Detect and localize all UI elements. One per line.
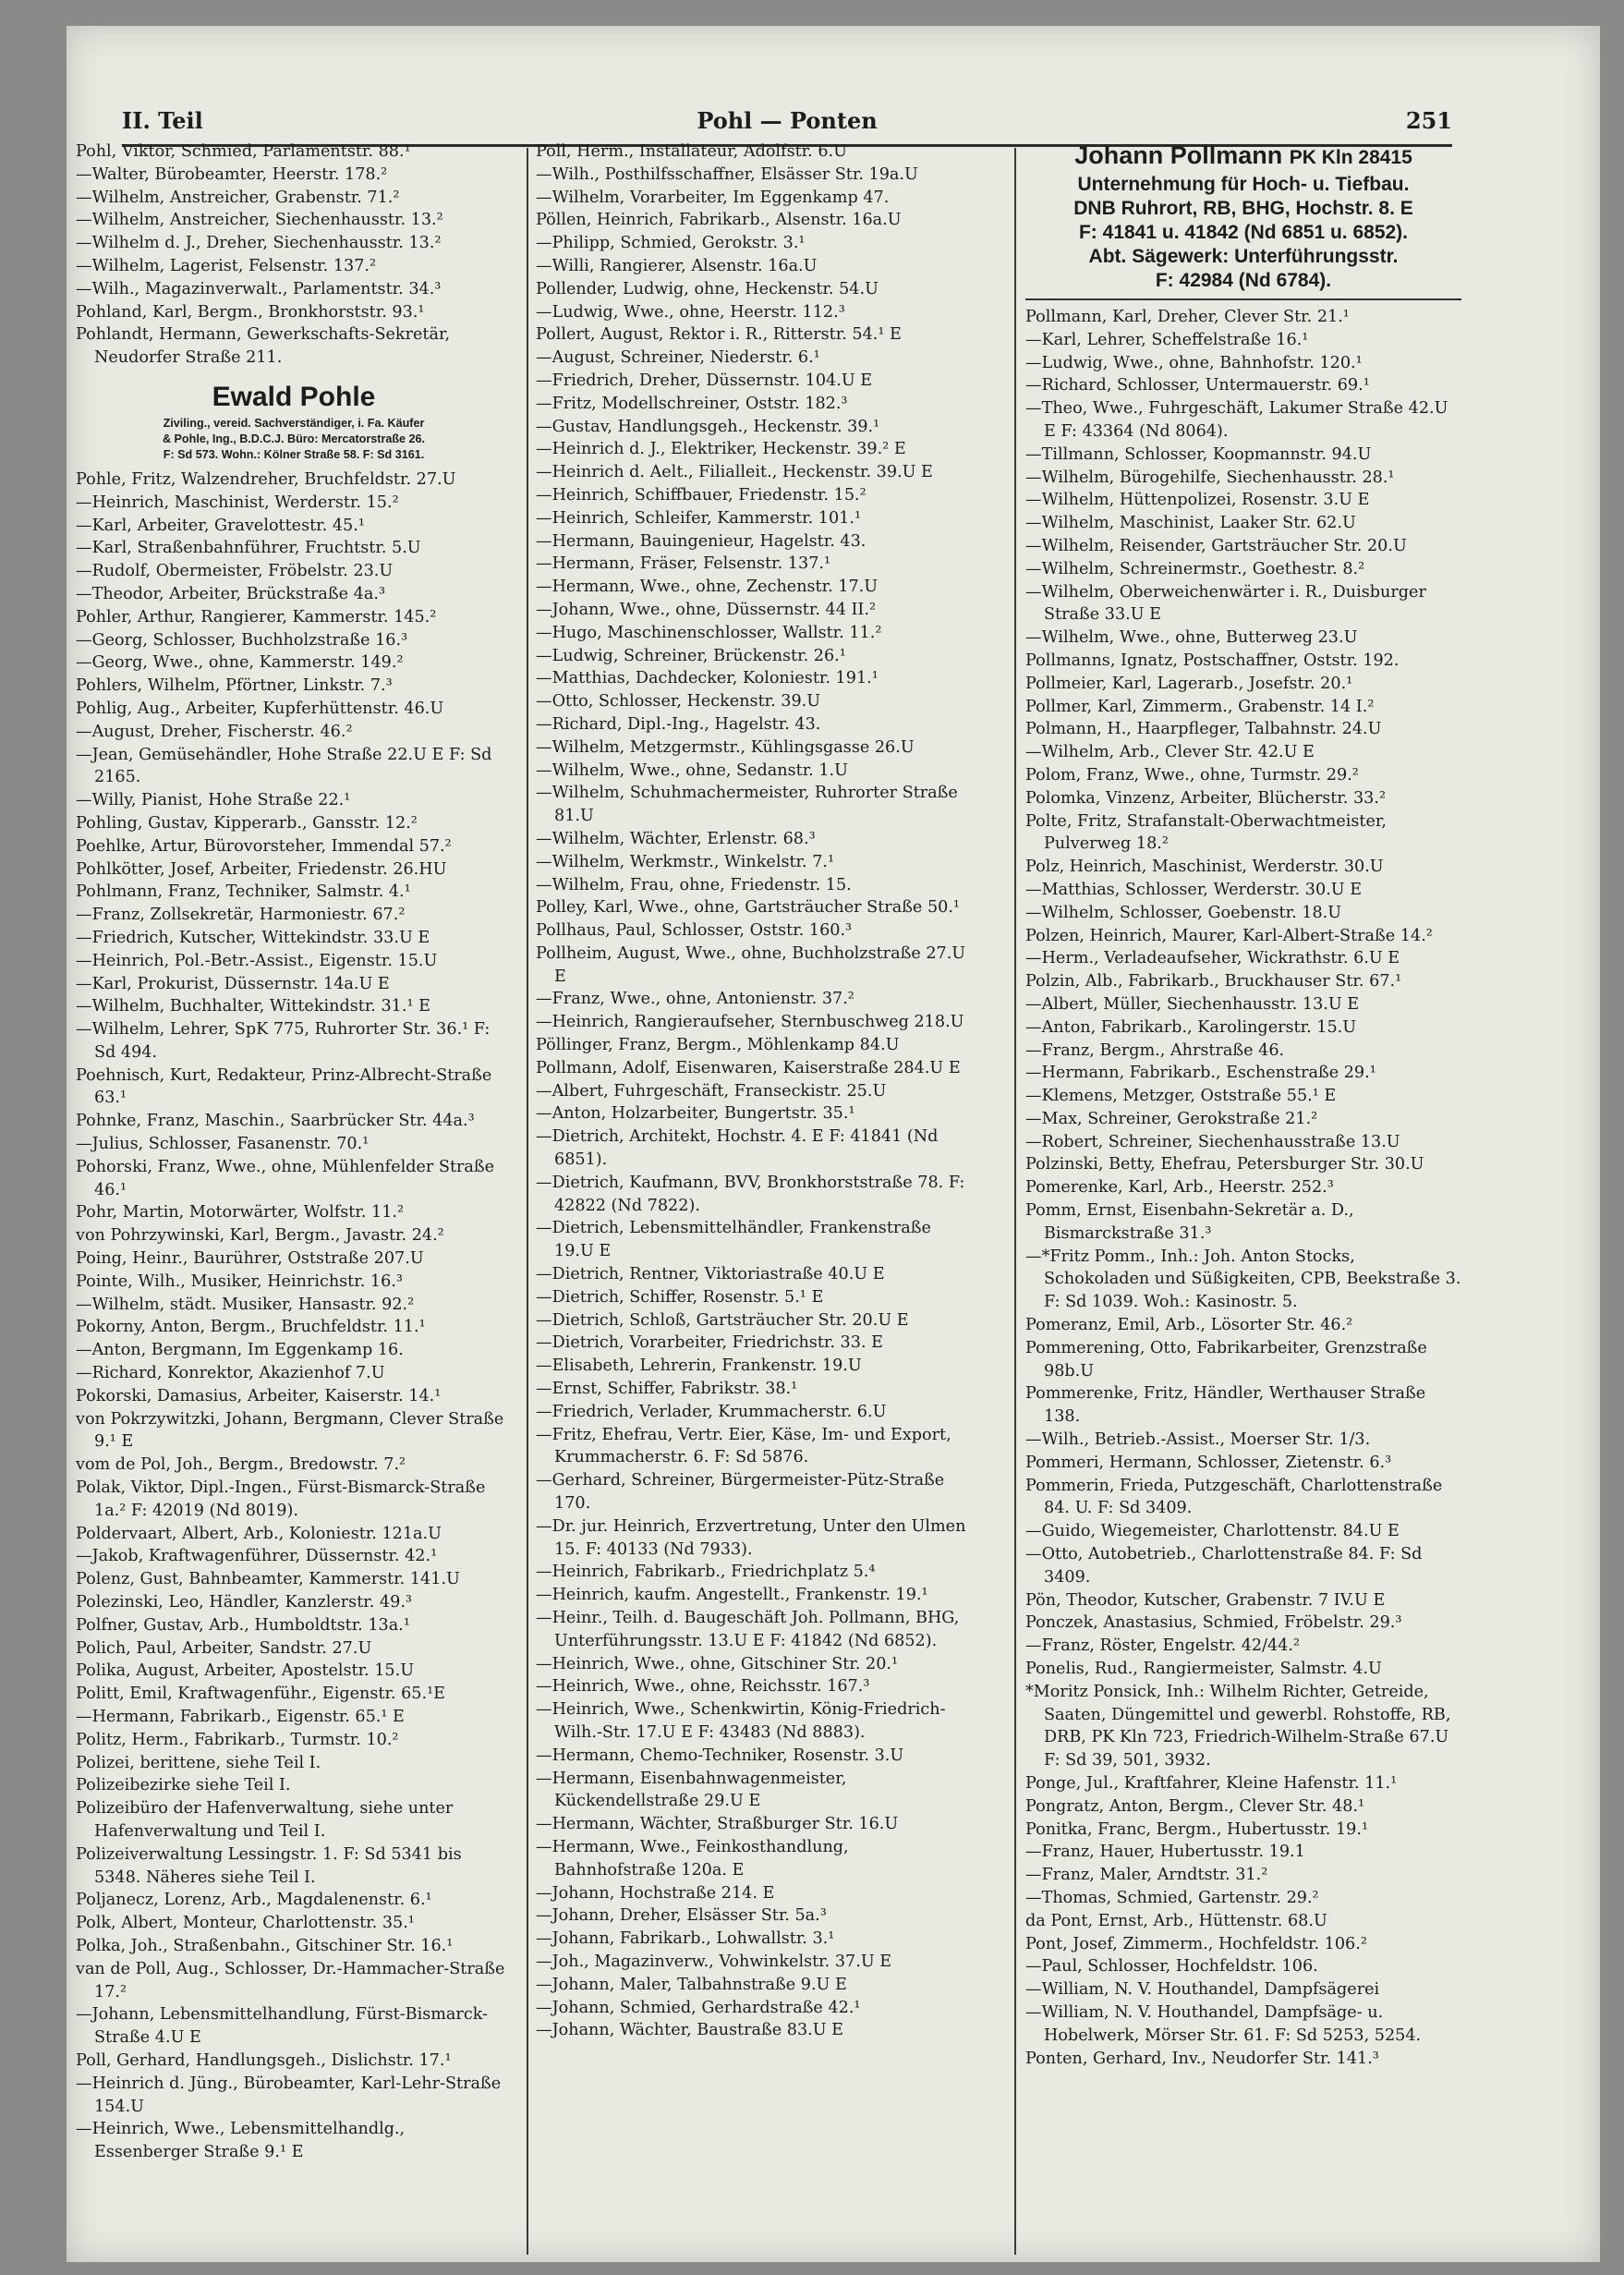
directory-entry: —Albert, Müller, Siechenhausstr. 13.U E [1025,994,1360,1014]
page-number: 251 [1405,107,1452,134]
directory-entry: Polizeibezirke siehe Teil I. [76,1776,291,1795]
ad-line: Unternehmung für Hoch- u. Tiefbau. [1077,174,1410,195]
directory-entry: —Wilh., Posthilfsschaffner, Elsässer Str. 19a.U [536,164,918,184]
directory-entry: —Johann, Fabrikarb., Lohwallstr. 3.¹ [536,1929,835,1949]
directory-entry: Pokorny, Anton, Bergm., Bruchfeldstr. 11.¹ [76,1318,426,1337]
directory-entry: —Heinrich, Rangieraufseher, Sternbuschweg 218.U [536,1013,964,1032]
directory-entry: Polley, Karl, Wwe., ohne, Gartsträucher Straße 50.¹ [536,898,960,918]
directory-entry: —Hermann, Eisenbahnwagenmeister, Kückendellstraße 29.U E [536,1769,847,1811]
directory-entry: Pokorski, Damasius, Arbeiter, Kaiserstr. 14.¹ [76,1386,442,1405]
directory-entry: —Wilhelm d. J., Dreher, Siechenhausstr. 13.² [76,234,442,253]
ad-line: Abt. Sägewerk: Unterführungsstr. [1088,246,1399,267]
directory-entry: Pomeranz, Emil, Arb., Lösorter Str. 46.² [1025,1316,1353,1335]
directory-entry: —Wilhelm, Metzgermstr., Kühlingsgasse 26.U [536,737,915,757]
directory-entry: —Wilhelm, Schuhmachermeister, Ruhrorter Straße 81.U [536,784,958,826]
directory-entry: Pollmeier, Karl, Lagerarb., Josefstr. 20.¹ [1025,674,1353,693]
directory-entry: —Willi, Rangierer, Alsenstr. 16a.U [536,256,818,275]
directory-entry: —Hermann, Bauingenieur, Hagelstr. 43. [536,531,867,551]
directory-entry: Pohland, Karl, Bergm., Bronkhorststr. 93.¹ [76,302,425,322]
directory-entry: —Hugo, Maschinenschlosser, Wallstr. 11.² [536,623,882,642]
directory-entry: Pollender, Ludwig, ohne, Heckenstr. 54.U [536,279,879,298]
directory-entry: Pohling, Gustav, Kipperarb., Gansstr. 12.² [76,813,418,833]
directory-entry: van de Poll, Aug., Schlosser, Dr.-Hammacher-Straße 17.² [76,1959,505,2001]
directory-entry: Pohnke, Franz, Maschin., Saarbrücker Str. 44a.³ [76,1112,475,1131]
directory-entry: —Georg, Wwe., ohne, Kammerstr. 149.² [76,653,404,673]
directory-entry: —Wilhelm, Frau, ohne, Friedenstr. 15. [536,875,852,894]
directory-entry: Pollert, August, Rektor i. R., Ritterstr. 54.¹ E [536,325,902,345]
column-divider [1014,148,1016,2255]
directory-entry: —Guido, Wiegemeister, Charlottenstr. 84.U E [1025,1522,1400,1541]
directory-entry: Polika, August, Arbeiter, Apostelstr. 15.U [76,1661,415,1681]
directory-entry: Polezinski, Leo, Händler, Kanzlerstr. 49.³ [76,1593,412,1612]
directory-entry: —Heinrich, Pol.-Betr.-Assist., Eigenstr. 15.U [76,951,438,970]
directory-column-1 [76,140,512,2164]
directory-entry: Pommerin, Frieda, Putzgeschäft, Charlottenstraße 84. U. F: Sd 3409. [1025,1476,1443,1518]
directory-entry: —Fritz, Modellschreiner, Oststr. 182.³ [536,394,848,413]
directory-entry: —Friedrich, Kutscher, Wittekindstr. 33.U E [76,928,430,947]
directory-entry: —Joh., Magazinverw., Vohwinkelstr. 37.U E [536,1952,892,1971]
directory-entry: Poll, Herm., Installateur, Adolfstr. 6.U [536,142,847,161]
ad-line: F: Sd 573. Wohn.: Kölner Straße 58. F: Sd 3161. [163,447,425,461]
directory-entry: —August, Schreiner, Niederstr. 6.¹ [536,348,820,368]
directory-entry: Politz, Herm., Fabrikarb., Turmstr. 10.² [76,1730,399,1749]
directory-entry: —August, Dreher, Fischerstr. 46.² [76,722,353,741]
directory-entry: Pommerenke, Fritz, Händler, Werthauser Straße 138. [1025,1384,1426,1427]
directory-entry: —Johann, Dreher, Elsässer Str. 5a.³ [536,1906,827,1926]
directory-entry: Polzinski, Betty, Ehefrau, Petersburger Str. 30.U [1025,1155,1424,1174]
directory-entry: —Hermann, Fabrikarb., Eigenstr. 65.¹ E [76,1708,405,1726]
directory-entry: Polzin, Alb., Fabrikarb., Bruckhauser Str. 67.¹ [1025,972,1402,992]
directory-entry: Pollheim, August, Wwe., ohne, Buchholzstraße 27.U E [536,943,966,986]
directory-entry: —Wilhelm, Lehrer, SpK 775, Ruhrorter Str. 36.¹ F: Sd 494. [76,1020,491,1062]
directory-entry: —Hermann, Wwe., ohne, Zechenstr. 17.U [536,578,879,597]
directory-entry: —Wilhelm, Werkmstr., Winkelstr. 7.¹ [536,852,835,871]
ad-phone: PK Kln 28415 [1289,147,1412,168]
directory-entry: Pohlandt, Hermann, Gewerkschafts-Sekretär, Neudorfer Straße 211. [76,325,451,368]
directory-entry: —Wilh., Magazinverwalt., Parlamentstr. 34.³ [76,279,442,298]
directory-entry: Polz, Heinrich, Maschinist, Werderstr. 30.U [1025,858,1384,877]
directory-entry: Polizeibüro der Hafenverwaltung, siehe unter Hafenverwaltung und Teil I. [76,1799,454,1841]
directory-entry: —Matthias, Dachdecker, Koloniestr. 191.¹ [536,669,879,688]
directory-entry: Ponczek, Anastasius, Schmied, Fröbelstr. 29.³ [1025,1613,1402,1633]
directory-entry: —Heinrich, kaufm. Angestellt., Frankenstr. 19.¹ [536,1586,928,1605]
directory-entry: Pollhaus, Paul, Schlosser, Oststr. 160.³ [536,921,853,941]
directory-entry: Pöllinger, Franz, Bergm., Möhlenkamp 84.U [536,1036,900,1055]
directory-entry: —Hermann, Fabrikarb., Eschenstraße 29.¹ [1025,1064,1376,1083]
directory-entry: Ponge, Jul., Kraftfahrer, Kleine Hafenstr. 11.¹ [1025,1774,1398,1793]
directory-entry: —Wilhelm, Vorarbeiter, Im Eggenkamp 47. [536,188,890,207]
directory-entry: —Walter, Bürobeamter, Heerstr. 178.² [76,164,388,184]
directory-entry: —Richard, Dipl.-Ing., Hagelstr. 43. [536,714,821,734]
directory-entry: —Anton, Holzarbeiter, Bungertstr. 35.¹ [536,1104,855,1124]
ad-title: Ewald Pohle [212,381,376,412]
directory-entry: —Heinrich, Schiffbauer, Friedenstr. 15.² [536,485,867,505]
directory-entry: —Albert, Fuhrgeschäft, Franseckistr. 25.U [536,1081,887,1101]
directory-entry: Pont, Josef, Zimmerm., Hochfeldstr. 106.² [1025,1934,1367,1953]
directory-entry: —Wilhelm, Bürogehilfe, Siechenhausstr. 28.¹ [1025,468,1395,487]
directory-entry: —Ernst, Schiffer, Fabrikstr. 38.¹ [536,1380,798,1399]
directory-entry: —Richard, Schlosser, Untermauerstr. 69.¹ [1025,376,1370,395]
directory-entry: —Wilhelm, Schreinermstr., Goethestr. 8.² [1025,559,1365,578]
directory-entry: —Ludwig, Schreiner, Brückenstr. 26.¹ [536,646,846,665]
directory-entry: Polka, Joh., Straßenbahn., Gitschiner Str. 16.¹ [76,1936,454,1955]
directory-entry: —Hermann, Wächter, Straßburger Str. 16.U [536,1815,899,1834]
directory-entry: —Wilhelm, Schlosser, Goebenstr. 18.U [1025,903,1342,922]
directory-entry: —*Fritz Pomm., Inh.: Joh. Anton Stocks, Schokoladen und Süßigkeiten, CPB, Beekstraße 3. F: Sd 1039. Woh.: Kasinostr. 5. [1025,1247,1461,1312]
directory-entry: —Heinrich, Schleifer, Kammerstr. 101.¹ [536,508,862,528]
directory-entry: —Karl, Straßenbahnführer, Fruchtstr. 5.U [76,539,421,558]
directory-entry: —Wilhelm, städt. Musiker, Hansastr. 92.² [76,1295,415,1314]
directory-entry: —Anton, Fabrikarb., Karolingerstr. 15.U [1025,1017,1357,1037]
directory-entry: —Gerhard, Schreiner, Bürgermeister-Pütz-Straße 170. [536,1471,945,1514]
directory-entry: von Pohrzywinski, Karl, Bergm., Javastr. 24.² [76,1226,444,1246]
ad-line: DNB Ruhrort, RB, BHG, Hochstr. 8. E [1073,198,1413,219]
directory-entry: —Theodor, Arbeiter, Brückstraße 4a.³ [76,584,386,603]
directory-entry: —Otto, Autobetrieb., Charlottenstraße 84. F: Sd 3409. [1025,1545,1423,1587]
directory-entry: —Johann, Hochstraße 214. E [536,1883,775,1903]
directory-entry: Pohlig, Aug., Arbeiter, Kupferhüttenstr. 46.U [76,699,444,718]
directory-entry: —Dr. jur. Heinrich, Erzvertretung, Unter den Ulmen 15. F: 40133 (Nd 7933). [536,1516,966,1559]
directory-entry: —Friedrich, Dreher, Düssernstr. 104.U E [536,371,873,390]
directory-entry: —Wilhelm, Maschinist, Laaker Str. 62.U [1025,514,1356,533]
directory-entry: —Wilhelm, Arb., Clever Str. 42.U E [1025,743,1315,762]
directory-column-2 [536,140,972,2042]
directory-entry: Pollmanns, Ignatz, Postschaffner, Oststr. 192. [1025,651,1400,670]
directory-entry: —Dietrich, Rentner, Viktoriastraße 40.U E [536,1265,885,1284]
ad-rule [1025,298,1461,300]
ad-line: F: 42984 (Nd 6784). [1155,270,1332,291]
directory-entry: Poll, Gerhard, Handlungsgeh., Dislichstr. 17.¹ [76,2050,452,2070]
directory-entry: —Heinr., Teilh. d. Baugeschäft Joh. Pollmann, BHG, Unterführungsstr. 13.U E F: 41842 (Nd 6852). [536,1609,960,1650]
directory-entry: Polom, Franz, Wwe., ohne, Turmstr. 29.² [1025,765,1359,785]
directory-entry: —Matthias, Schlosser, Werderstr. 30.U E [1025,880,1363,899]
directory-entry: —Heinrich d. J., Elektriker, Heckenstr. 39.² E [536,440,906,459]
directory-entry: Pollmann, Karl, Dreher, Clever Str. 21.¹ [1025,308,1350,326]
ad-title [1025,140,1461,173]
directory-entry: —Philipp, Schmied, Gerokstr. 3.¹ [536,234,806,253]
column-divider [527,148,528,2255]
directory-entry: Pollmer, Karl, Zimmerm., Grabenstr. 14 I.² [1025,697,1375,716]
directory-entry: —Tillmann, Schlosser, Koopmannstr. 94.U [1025,444,1372,464]
directory-entry: —Ludwig, Wwe., ohne, Bahnhofstr. 120.¹ [1025,353,1363,372]
directory-entry: Polizei, berittene, siehe Teil I. [76,1753,321,1772]
directory-entry: —Theo, Wwe., Fuhrgeschäft, Lakumer Straße 42.U E F: 43364 (Nd 8064). [1025,399,1448,441]
directory-entry: Pohle, Fritz, Walzendreher, Bruchfeldstr. 27.U [76,469,456,489]
directory-entry: —Johann, Maler, Talbahnstraße 9.U E [536,1975,847,1994]
directory-entry: —Wilh., Betrieb.-Assist., Moerser Str. 1/3. [1025,1430,1371,1450]
directory-entry: —Fritz, Ehefrau, Vertr. Eier, Käse, Im- und Export, Krummacherstr. 6. F: Sd 5876. [536,1425,951,1467]
directory-entry: Polich, Paul, Arbeiter, Sandstr. 27.U [76,1638,372,1658]
directory-entry: —Friedrich, Verlader, Krummacherstr. 6.U [536,1402,887,1421]
directory-entry: —Max, Schreiner, Gerokstraße 21.² [1025,1109,1318,1128]
directory-entry: —Karl, Prokurist, Düssernstr. 14a.U E [76,974,390,993]
ad-company: Johann Pollmann [1074,141,1283,169]
directory-entry: Ponten, Gerhard, Inv., Neudorfer Str. 141.³ [1025,2049,1379,2068]
directory-entry: —William, N. V. Houthandel, Dampfsäge- u. Hobelwerk, Mörser Str. 61. F: Sd 5253, 5254. [1025,2002,1422,2045]
directory-entry: Pohlers, Wilhelm, Pförtner, Linkstr. 7.³ [76,676,393,696]
directory-entry: Pohl, Viktor, Schmied, Parlamentstr. 88.¹ [76,142,411,161]
directory-entry: —Heinrich d. Jüng., Bürobeamter, Karl-Lehr-Straße 154.U [76,2074,502,2116]
directory-entry: —Wilhelm, Wwe., ohne, Butterweg 23.U [1025,628,1358,648]
directory-entry: —Otto, Schlosser, Heckenstr. 39.U [536,692,821,712]
directory-entry: —Elisabeth, Lehrerin, Frankenstr. 19.U [536,1356,862,1376]
directory-entry: Pohorski, Franz, Wwe., ohne, Mühlenfelder Straße 46.¹ [76,1157,495,1199]
directory-entry: —Hermann, Wwe., Feinkosthandlung, Bahnhofstraße 120a. E [536,1837,849,1880]
directory-entry: Poehnisch, Kurt, Redakteur, Prinz-Albrecht-Straße 63.¹ [76,1065,492,1108]
directory-entry: —Johann, Wächter, Baustraße 83.U E [536,2021,844,2040]
directory-entry: —Julius, Schlosser, Fasanenstr. 70.¹ [76,1135,370,1154]
directory-entry: Polk, Albert, Monteur, Charlottenstr. 35.¹ [76,1914,415,1933]
directory-entry: Polfner, Gustav, Arb., Humboldtstr. 13a.¹ [76,1615,410,1635]
directory-entry: —Hermann, Chemo-Techniker, Rosenstr. 3.U [536,1746,904,1765]
directory-entry: Pohr, Martin, Motorwärter, Wolfstr. 11.² [76,1203,405,1223]
directory-entry: Polzen, Heinrich, Maurer, Karl-Albert-Straße 14.² [1025,926,1433,945]
directory-entry: Poljanecz, Lorenz, Arb., Magdalenenstr. 6.¹ [76,1891,432,1910]
directory-entry: —Richard, Konrektor, Akazienhof 7.U [76,1364,385,1383]
directory-entry: —William, N. V. Houthandel, Dampfsägerei [1025,1980,1380,2000]
ad-line: F: 41841 u. 41842 (Nd 6851 u. 6852). [1078,222,1409,243]
directory-entry: —Wilhelm, Wwe., ohne, Sedanstr. 1.U [536,760,848,780]
ewald-pohle-ad [76,379,512,463]
section-label: II. Teil [122,107,203,134]
directory-entry: —Hermann, Fräser, Felsenstr. 137.¹ [536,554,831,574]
directory-entry: —Paul, Schlosser, Hochfeldstr. 106. [1025,1957,1318,1977]
directory-entry: —Franz, Bergm., Ahrstraße 46. [1025,1040,1285,1060]
directory-entry: —Franz, Zollsekretär, Harmoniestr. 67.² [76,906,406,925]
directory-entry: —Dietrich, Architekt, Hochstr. 4. E F: 41841 (Nd 6851). [536,1127,939,1170]
directory-entry: —Gustav, Handlungsgeh., Heckenstr. 39.¹ [536,417,880,436]
directory-entry: —Thomas, Schmied, Gartenstr. 29.² [1025,1888,1319,1907]
directory-entry: Pön, Theodor, Kutscher, Grabenstr. 7 IV.U E [1025,1590,1386,1610]
directory-entry: —Herm., Verladeaufseher, Wickrathstr. 6.U E [1025,949,1400,968]
directory-entry: Pollmann, Adolf, Eisenwaren, Kaiserstraße 284.U E [536,1058,961,1077]
directory-entry: —Heinrich, Fabrikarb., Friedrichplatz 5.⁴ [536,1563,876,1582]
directory-entry: —Jean, Gemüsehändler, Hohe Straße 22.U E F: Sd 2165. [76,745,492,787]
directory-entry: —Georg, Schlosser, Buchholzstraße 16.³ [76,630,408,650]
directory-entry: —Rudolf, Obermeister, Fröbelstr. 23.U [76,562,394,581]
directory-entry: —Karl, Lehrer, Scheffelstraße 16.¹ [1025,330,1309,349]
directory-entry: Polizeiverwaltung Lessingstr. 1. F: Sd 5341 bis 5348. Näheres siehe Teil I. [76,1844,462,1887]
directory-entry: Poehlke, Artur, Bürovorsteher, Immendal 57.² [76,836,452,856]
directory-entry: —Franz, Röster, Engelstr. 42/44.² [1025,1636,1301,1656]
directory-entry: Pomm, Ernst, Eisenbahn-Sekretär a. D., Bismarckstraße 31.³ [1025,1201,1354,1243]
directory-entry: Pöllen, Heinrich, Fabrikarb., Alsenstr. 16a.U [536,211,902,230]
directory-entry: —Robert, Schreiner, Siechenhausstraße 13.U [1025,1132,1400,1151]
directory-entry: Ponelis, Rud., Rangiermeister, Salmstr. 4.U [1025,1660,1382,1679]
directory-entry: —Dietrich, Schiffer, Rosenstr. 5.¹ E [536,1287,824,1307]
directory-entry: —Heinrich, Wwe., ohne, Gitschiner Str. 20.¹ [536,1654,899,1673]
ad-line: & Pohle, Ing., B.D.C.J. Büro: Mercatorstraße 26. [162,432,426,445]
directory-entry: —Wilhelm, Hüttenpolizei, Rosenstr. 3.U E [1025,491,1370,510]
directory-entry: —Heinrich, Wwe., Schenkwirtin, König-Friedrich-Wilh.-Str. 17.U E F: 43483 (Nd 8883). [536,1700,946,1742]
johann-pollmann-ad [1025,140,1461,300]
directory-entry: —Wilhelm, Lagerist, Felsenstr. 137.² [76,256,377,275]
directory-entry: vom de Pol, Joh., Bergm., Bredowstr. 7.² [76,1455,406,1475]
directory-entry: —Heinrich d. Aelt., Filialleit., Heckenstr. 39.U E [536,463,933,482]
ad-line: Ziviling., vereid. Sachverständiger, i. Fa. Käufer [163,416,425,430]
directory-entry: —Ludwig, Wwe., ohne, Heerstr. 112.³ [536,302,845,322]
directory-entry: Pommerening, Otto, Fabrikarbeiter, Grenzstraße 98b.U [1025,1338,1427,1381]
directory-entry: da Pont, Ernst, Arb., Hüttenstr. 68.U [1025,1911,1327,1930]
directory-entry: —Klemens, Metzger, Oststraße 55.¹ E [1025,1087,1337,1106]
directory-entry: —Heinrich, Maschinist, Werderstr. 15.² [76,493,399,512]
directory-entry: —Wilhelm, Buchhalter, Wittekindstr. 31.¹ E [76,997,430,1016]
directory-entry: —Wilhelm, Anstreicher, Siechenhausstr. 13.² [76,211,443,230]
directory-entry: —Karl, Arbeiter, Gravelottestr. 45.¹ [76,516,365,535]
directory-entry: Politt, Emil, Kraftwagenführ., Eigenstr. 65.¹E [76,1685,445,1704]
directory-entry: —Wilhelm, Anstreicher, Grabenstr. 71.² [76,188,400,207]
directory-entry: —Dietrich, Vorarbeiter, Friedrichstr. 33. E [536,1333,883,1353]
directory-entry: —Dietrich, Lebensmittelhändler, Frankenstraße 19.U E [536,1219,931,1261]
directory-entry: —Johann, Wwe., ohne, Düssernstr. 44 II.² [536,600,877,619]
directory-entry: —Wilhelm, Wächter, Erlenstr. 68.³ [536,829,816,848]
directory-entry: Pomerenke, Karl, Arb., Heerstr. 252.³ [1025,1178,1334,1198]
directory-entry: —Dietrich, Kaufmann, BVV, Bronkhorststraße 78. F: 42822 (Nd 7822). [536,1173,965,1215]
directory-entry: —Franz, Wwe., ohne, Antonienstr. 37.² [536,990,854,1009]
directory-entry: —Wilhelm, Reisender, Gartsträucher Str. 20.U [1025,536,1407,555]
directory-entry: Polomka, Vinzenz, Arbeiter, Blücherstr. 33.² [1025,788,1387,808]
directory-entry: Poing, Heinr., Baurührer, Oststraße 207.U [76,1249,424,1269]
directory-entry: —Wilhelm, Oberweichenwärter i. R., Duisburger Straße 33.U E [1025,582,1426,625]
directory-entry: —Heinrich, Wwe., ohne, Reichsstr. 167.³ [536,1677,870,1697]
directory-entry: Pohlkötter, Josef, Arbeiter, Friedenstr. 26.HU [76,859,447,879]
directory-entry: —Heinrich, Wwe., Lebensmittelhandlg., Essenberger Straße 9.¹ E [76,2120,406,2162]
directory-entry: —Willy, Pianist, Hohe Straße 22.¹ [76,791,351,810]
directory-entry: von Pokrzywitzki, Johann, Bergmann, Clever Straße 9.¹ E [76,1409,504,1452]
directory-entry: Polak, Viktor, Dipl.-Ingen., Fürst-Bismarck-Straße 1a.² F: 42019 (Nd 8019). [76,1478,486,1520]
directory-column-3 [1025,140,1461,2070]
directory-entry: —Franz, Maler, Arndtstr. 31.² [1025,1866,1268,1885]
directory-entry: —Dietrich, Schloß, Gartsträucher Str. 20.U E [536,1310,909,1330]
directory-entry: —Jakob, Kraftwagenführer, Düssernstr. 42.¹ [76,1547,438,1566]
directory-entry: Pommeri, Hermann, Schlosser, Zietenstr. 6.³ [1025,1453,1392,1472]
directory-entry: Pongratz, Anton, Bergm., Clever Str. 48.¹ [1025,1796,1365,1816]
directory-entry: Ponitka, Franc, Bergm., Hubertusstr. 19.¹ [1025,1819,1369,1839]
directory-entry: Pohlmann, Franz, Techniker, Salmstr. 4.¹ [76,882,411,902]
directory-entry: Pointe, Wilh., Musiker, Heinrichstr. 16.³ [76,1271,403,1291]
directory-entry: —Franz, Hauer, Hubertusstr. 19.1 [1025,1843,1305,1862]
directory-entry: *Moritz Ponsick, Inh.: Wilhelm Richter, Getreide, Saaten, Düngemittel und gewerbl. Rohstoffe, RB, DRB, PK Kln 723, Friedrich-Wilhelm-Straße 67.U F: Sd 39, 501, 3932. [1025,1682,1451,1770]
directory-entry: Pohler, Arthur, Rangierer, Kammerstr. 145.² [76,607,437,627]
directory-entry: Poldervaart, Albert, Arb., Koloniestr. 121a.U [76,1524,442,1543]
directory-entry: —Johann, Schmied, Gerhardstraße 42.¹ [536,1998,861,2017]
directory-entry: Polenz, Gust, Bahnbeamter, Kammerstr. 141.U [76,1570,460,1589]
page-range-title: Pohl — Ponten [697,107,878,134]
directory-entry: —Anton, Bergmann, Im Eggenkamp 16. [76,1341,404,1360]
directory-entry: Polmann, H., Haarpfleger, Talbahnstr. 24.U [1025,720,1382,739]
directory-entry: —Johann, Lebensmittelhandlung, Fürst-Bismarck-Straße 4.U E [76,2005,488,2048]
directory-entry: Polte, Fritz, Strafanstalt-Oberwachtmeister, Pulverweg 18.² [1025,811,1387,854]
